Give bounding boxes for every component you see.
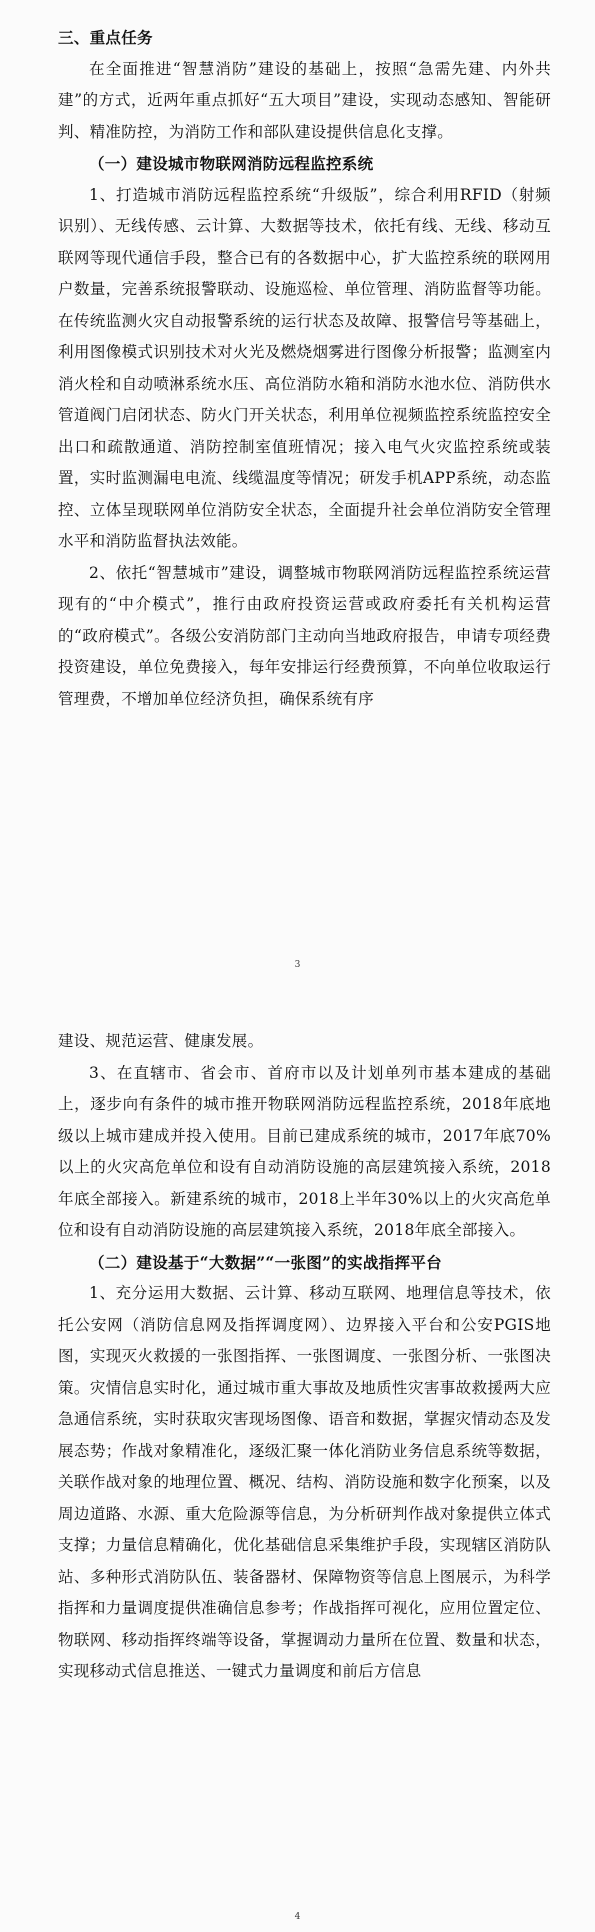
subsection-2-title: （二）建设基于“大数据”“一张图”的实战指挥平台	[89, 1252, 442, 1272]
continuation-paragraph: 建设、规范运营、健康发展。	[58, 1032, 264, 1050]
paragraph-platform-item-1: 1、充分运用大数据、云计算、移动互联网、地理信息等技术，依托公安网（消防信息网及指挥调度网）、边界接入平台和公安PGIS地图，实现灭火救援的一张图指挥、一张图调度、一张图分析、一张图决策。灾情信息实时化，通过城市重大事故及地质性灾害事故救援两大应急通信系统，实时获取灾害现场图像、语音和数据，掌握灾情动态及发展态势；作战对象精准化，逐级汇聚一体化消防业务信息系统等数据，关联作战对象的地理位置、概况、结构、消防设施和数字化预案，以及周边道路、水源、重大危险源等信息，为分析研判作战对象提供立体式支撑；力量信息精确化，优化基础信息采集维护手段，实现辖区消防队站、多种形式消防队伍、装备器材、保障物资等信息上图展示，为科学指挥和力量调度提供准确信息参考；作战指挥可视化，应用位置定位、物联网、移动指挥终端等设备，掌握调动力量所在位置、数量和状态，实现移动式信息推送、一键式力量调度和前后方信息	[58, 1284, 551, 1680]
page-3-body	[58, 22, 551, 715]
page-number: 4	[294, 1912, 301, 1922]
page-number: 3	[294, 960, 301, 970]
paragraph-item-2: 2、依托“智慧城市”建设，调整城市物联网消防远程监控系统运营现有的“中介模式”，推行由政府投资运营或政府委托有关机构运营的“政府模式”。各级公安消防部门主动向当地政府报告，申请专项经费投资建设，单位免费接入，每年安排运行经费预算，不向单位收取运行管理费，不增加单位经济负担，确保系统有序	[58, 563, 551, 708]
paragraph-item-3: 3、在直辖市、省会市、首府市以及计划单列市基本建成的基础上，逐步向有条件的城市推开物联网消防远程监控系统，2018年底地级以上城市建成并投入使用。目前已建成系统的城市，2017年底70%以上的火灾高危单位和设有自动消防设施的高层建筑接入系统，2018年底全部接入。新建系统的城市，2018上半年30%以上的火灾高危单位和设有自动消防设施的高层建筑接入系统，2018年底全部接入。	[58, 1063, 551, 1239]
intro-paragraph: 在全面推进“智慧消防”建设的基础上，按照“急需先建、内外共建”的方式，近两年重点抓好“五大项目”建设，实现动态感知、智能研判、精准防控，为消防工作和部队建设提供信息化支撑。	[58, 59, 551, 141]
subsection-1-title: （一）建设城市物联网消防远程监控系统	[89, 154, 374, 173]
document-page-4	[0, 986, 595, 1932]
section-title: 三、重点任务	[58, 28, 153, 47]
page-4-body	[58, 1026, 551, 1688]
paragraph-item-1: 1、打造城市消防远程监控系统“升级版”，综合利用RFID（射频识别）、无线传感、云计算、大数据等技术，依托有线、无线、移动互联网等现代通信手段，整合已有的各数据中心，扩大监控系统的联网用户数量，完善系统报警联动、设施巡检、单位管理、消防监督等功能。在传统监测火灾自动报警系统的运行状态及故障、报警信号等基础上，利用图像模式识别技术对火光及燃烧烟雾进行图像分析报警；监测室内消火栓和自动喷淋系统水压、高位消防水箱和消防水池水位、消防供水管道阀门启闭状态、防火门开关状态，利用单位视频监控系统监控安全出口和疏散通道、消防控制室值班情况；接入电气火灾监控系统或装置，实时监测漏电电流、线缆温度等情况；研发手机APP系统，动态监控、立体呈现联网单位消防安全状态，全面提升社会单位消防安全管理水平和消防监督执法效能。	[58, 185, 551, 550]
